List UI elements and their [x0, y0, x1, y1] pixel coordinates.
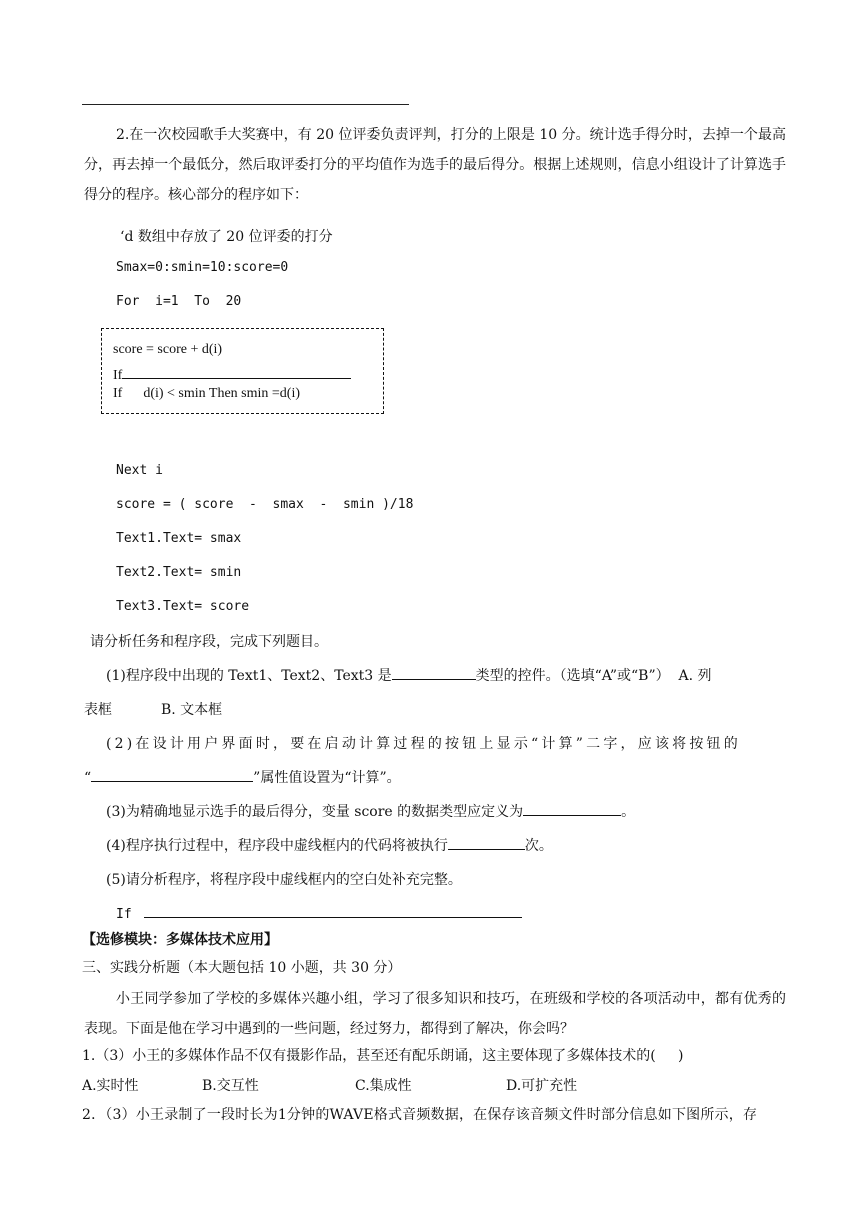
- sub4-text-a: (4)程序执行过程中，程序段中虚线框内的代码将被执行: [106, 838, 448, 854]
- box-if-keyword: If: [113, 368, 123, 383]
- top-rule: [82, 104, 409, 105]
- q1-option-a: A.实时性: [82, 1078, 139, 1094]
- box-line-score: score = score + d(i): [113, 342, 223, 357]
- sub3-text-a: (3)为精确地显示选手的最后得分，变量 score 的数据类型应定义为: [106, 804, 524, 820]
- code-for-line: For i=1 To 20: [116, 294, 242, 309]
- elective-intro: 小王同学参加了学校的多媒体兴趣小组，学习了很多知识和技巧，在班级和学校的各项活动中，都有优秀的表现。下面是他在学习中遇到的一些问题，经过努力，都得到了解决，你会吗？: [84, 991, 786, 1037]
- code-text2-line: Text2.Text= smin: [116, 565, 242, 580]
- code-score-line: score = ( score - smax - smin )/18: [116, 497, 414, 512]
- sub2-open-quote: “: [84, 770, 92, 786]
- section-heading: 三、实践分析题（本大题包括 10 小题，共 30 分）: [82, 960, 402, 976]
- box-line-if-blank: [113, 364, 351, 384]
- sub3-text-b: 。: [621, 804, 636, 820]
- sub4-blank: [448, 835, 525, 850]
- answer-if-line: [116, 903, 522, 922]
- instruction-text: 请分析任务和程序段，完成下列题目。: [90, 634, 328, 650]
- sub-question-4: [106, 835, 553, 855]
- sub4-text-b: 次。: [524, 838, 553, 854]
- sub-question-3: [106, 801, 635, 821]
- answer-if-blank: [144, 903, 522, 918]
- code-text3-line: Text3.Text= score: [116, 599, 250, 614]
- box-line-smin: If d(i) < smin Then smin =d(i): [113, 386, 301, 401]
- sub2-text-close: ”属性值设置为“计算”。: [253, 770, 401, 786]
- q1-option-c: C.集成性: [355, 1078, 412, 1094]
- code-comment: ‘d 数组中存放了 20 位评委的打分: [120, 229, 333, 245]
- sub1-continuation: 表框 B. 文本框: [84, 702, 223, 718]
- sub-question-5: (5)请分析程序，将程序段中虚线框内的空白处补充完整。: [106, 872, 462, 888]
- sub3-blank: [523, 801, 621, 816]
- box-if-blank: [122, 364, 351, 379]
- question-2-paragraph: 2.在一次校园歌手大奖赛中，有 20 位评委负责评判，打分的上限是 10 分。统计选手得分时，去掉一个最高分，再去掉一个最低分，然后取评委打分的平均值作为选手的最后得分。根据上述规则，信息小组设计了计算选手得分的程序。核心部分的程序如下：: [84, 127, 786, 203]
- q1-option-b: B.交互性: [202, 1078, 259, 1094]
- sub-question-1: [106, 665, 712, 685]
- code-text1-line: Text1.Text= smax: [116, 531, 242, 546]
- sub1-blank: [392, 665, 476, 680]
- sub2-continuation: [84, 767, 401, 787]
- sub1-text-b: 类型的控件。（选填“A”或“B”） A. 列: [475, 668, 712, 684]
- sub2-blank: [91, 767, 253, 782]
- q1-option-d: D.可扩充性: [506, 1078, 578, 1094]
- elective-heading: 【选修模块：多媒体技术应用】: [82, 932, 278, 948]
- elective-question-2: 2．（3）小王录制了一段时长为1分钟的WAVE格式音频数据，在保存该音频文件时部分信息如下图所示，存: [82, 1107, 758, 1123]
- sub-question-2: (2)在设计用户界面时，要在启动计算过程的按钮上显示“计算”二字，应该将按钮的: [106, 736, 741, 752]
- sub1-text-a: (1)程序段中出现的 Text1、Text2、Text3 是: [106, 668, 392, 684]
- code-next-line: Next i: [116, 463, 163, 478]
- code-init-line: Smax=0:smin=10:score=0: [116, 260, 289, 275]
- answer-if-keyword: If: [116, 907, 132, 922]
- elective-question-1: 1.（3）小王的多媒体作品不仅有摄影作品，甚至还有配乐朗诵，这主要体现了多媒体技术的( ): [82, 1048, 684, 1064]
